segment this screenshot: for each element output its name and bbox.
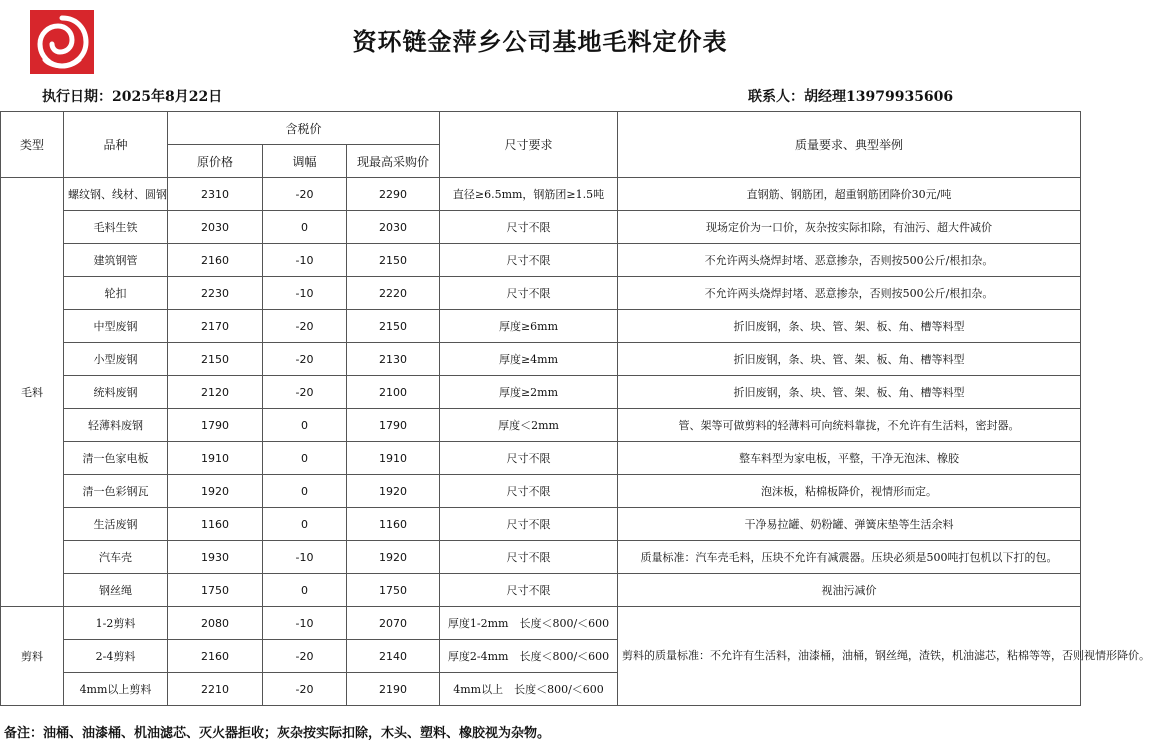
variety-cell: 统料废钢 <box>64 376 168 409</box>
variety-cell: 毛料生铁 <box>64 211 168 244</box>
size-cell: 厚度≥4mm <box>440 343 618 376</box>
size-cell: 厚度≥6mm <box>440 310 618 343</box>
size-cell: 厚度2-4mm 长度＜800/＜600 <box>440 640 618 673</box>
orig-price-cell: 2170 <box>168 310 263 343</box>
adjust-cell: -20 <box>263 673 347 706</box>
variety-cell: 建筑钢管 <box>64 244 168 277</box>
price-table-body <box>1 178 1150 706</box>
header-tax-included: 含税价 <box>168 112 440 145</box>
variety-cell: 生活废钢 <box>64 508 168 541</box>
quality-cell: 折旧废钢，条、块、管、架、板、角、槽等料型 <box>618 343 1081 376</box>
table-row <box>1 277 1081 310</box>
current-price-cell: 2150 <box>347 310 440 343</box>
quality-cell: 不允许两头烧焊封堵、恶意掺杂，否则按500公斤/根扣杂。 <box>618 277 1081 310</box>
price-table <box>0 111 1150 706</box>
header-type: 类型 <box>1 112 64 178</box>
current-price-cell: 2130 <box>347 343 440 376</box>
quality-cell: 直钢筋、钢筋团，超重钢筋团降价30元/吨 <box>618 178 1081 211</box>
orig-price-cell: 2120 <box>168 376 263 409</box>
size-cell: 厚度≥2mm <box>440 376 618 409</box>
quality-cell: 现场定价为一口价，灰杂按实际扣除，有油污、超大件减价 <box>618 211 1081 244</box>
adjust-cell: -20 <box>263 310 347 343</box>
adjust-cell: -10 <box>263 277 347 310</box>
footer-note: 备注：油桶、油漆桶、机油滤芯、灭火器拒收；灰杂按实际扣除，木头、塑料、橡胶视为杂物。 <box>4 726 551 741</box>
quality-cell: 质量标准：汽车壳毛料，压块不允许有减震器。压块必须是500吨打包机以下打的包。 <box>618 541 1081 574</box>
table-row <box>1 574 1081 607</box>
variety-cell: 清一色彩钢瓦 <box>64 475 168 508</box>
orig-price-cell: 1920 <box>168 475 263 508</box>
size-cell: 尺寸不限 <box>440 442 618 475</box>
quality-cell: 泡沫板，粘棉板降价，视情形而定。 <box>618 475 1081 508</box>
orig-price-cell: 2160 <box>168 640 263 673</box>
variety-cell: 小型废钢 <box>64 343 168 376</box>
quality-cell: 干净易拉罐、奶粉罐、弹簧床垫等生活余料 <box>618 508 1081 541</box>
variety-cell: 轮扣 <box>64 277 168 310</box>
header-quality: 质量要求、典型举例 <box>618 112 1081 178</box>
table-row <box>1 211 1081 244</box>
table-row <box>1 178 1081 211</box>
table-row <box>1 442 1081 475</box>
quality-cell: 管、架等可做剪料的轻薄料可向统料靠拢，不允许有生活料，密封器。 <box>618 409 1081 442</box>
quality-cell: 剪料的质量标准：不允许有生活料，油漆桶，油桶，钢丝绳，渣铁，机油滤芯，粘棉等等，否则视情形降价。 <box>618 607 1081 706</box>
header-adjust: 调幅 <box>263 145 347 178</box>
header-size: 尺寸要求 <box>440 112 618 178</box>
adjust-cell: 0 <box>263 574 347 607</box>
quality-cell: 折旧废钢，条、块、管、架、板、角、槽等料型 <box>618 310 1081 343</box>
size-cell: 尺寸不限 <box>440 211 618 244</box>
current-price-cell: 1160 <box>347 508 440 541</box>
orig-price-cell: 2310 <box>168 178 263 211</box>
current-price-cell: 1790 <box>347 409 440 442</box>
current-price-cell: 2190 <box>347 673 440 706</box>
adjust-cell: -20 <box>263 178 347 211</box>
table-row <box>1 343 1081 376</box>
variety-cell: 螺纹钢、线材、圆钢 <box>64 178 168 211</box>
current-price-cell: 2290 <box>347 178 440 211</box>
size-cell: 尺寸不限 <box>440 508 618 541</box>
adjust-cell: -10 <box>263 244 347 277</box>
contact-info: 联系人：胡经理13979935606 <box>748 89 954 105</box>
table-row <box>1 541 1081 574</box>
current-price-cell: 1750 <box>347 574 440 607</box>
quality-cell: 不允许两头烧焊封堵、恶意掺杂，否则按500公斤/根扣杂。 <box>618 244 1081 277</box>
header <box>0 0 1080 80</box>
adjust-cell: -10 <box>263 541 347 574</box>
table-row <box>1 376 1081 409</box>
variety-cell: 1-2剪料 <box>64 607 168 640</box>
size-cell: 尺寸不限 <box>440 541 618 574</box>
header-variety: 品种 <box>64 112 168 178</box>
adjust-cell: -20 <box>263 640 347 673</box>
orig-price-cell: 1750 <box>168 574 263 607</box>
variety-cell: 汽车壳 <box>64 541 168 574</box>
variety-cell: 轻薄料废钢 <box>64 409 168 442</box>
category-cell: 剪料 <box>1 607 64 706</box>
variety-cell: 清一色家电板 <box>64 442 168 475</box>
orig-price-cell: 1930 <box>168 541 263 574</box>
table-row <box>1 244 1081 277</box>
current-price-cell: 1920 <box>347 475 440 508</box>
execution-date: 执行日期：2025年8月22日 <box>42 89 223 105</box>
size-cell: 尺寸不限 <box>440 574 618 607</box>
size-cell: 尺寸不限 <box>440 475 618 508</box>
orig-price-cell: 2230 <box>168 277 263 310</box>
orig-price-cell: 2160 <box>168 244 263 277</box>
orig-price-cell: 2210 <box>168 673 263 706</box>
current-price-cell: 2220 <box>347 277 440 310</box>
page-title: 资环链金萍乡公司基地毛料定价表 <box>352 27 728 56</box>
current-price-cell: 2150 <box>347 244 440 277</box>
header-orig-price: 原价格 <box>168 145 263 178</box>
adjust-cell: 0 <box>263 475 347 508</box>
adjust-cell: -20 <box>263 343 347 376</box>
current-price-cell: 1910 <box>347 442 440 475</box>
quality-cell: 视油污减价 <box>618 574 1081 607</box>
size-cell: 4mm以上 长度＜800/＜600 <box>440 673 618 706</box>
variety-cell: 钢丝绳 <box>64 574 168 607</box>
orig-price-cell: 2080 <box>168 607 263 640</box>
size-cell: 厚度＜2mm <box>440 409 618 442</box>
current-price-cell: 2030 <box>347 211 440 244</box>
current-price-cell: 2070 <box>347 607 440 640</box>
adjust-cell: -20 <box>263 376 347 409</box>
table-row <box>1 508 1081 541</box>
size-cell: 直径≥6.5mm，钢筋团≥1.5吨 <box>440 178 618 211</box>
orig-price-cell: 1910 <box>168 442 263 475</box>
adjust-cell: 0 <box>263 409 347 442</box>
orig-price-cell: 2030 <box>168 211 263 244</box>
current-price-cell: 2100 <box>347 376 440 409</box>
category-cell: 毛料 <box>1 178 64 607</box>
table-row <box>1 310 1081 343</box>
adjust-cell: 0 <box>263 442 347 475</box>
size-cell: 尺寸不限 <box>440 244 618 277</box>
variety-cell: 2-4剪料 <box>64 640 168 673</box>
table-row <box>1 409 1081 442</box>
variety-cell: 中型废钢 <box>64 310 168 343</box>
adjust-cell: 0 <box>263 211 347 244</box>
current-price-cell: 1920 <box>347 541 440 574</box>
table-row <box>1 607 1081 640</box>
variety-cell: 4mm以上剪料 <box>64 673 168 706</box>
size-cell: 尺寸不限 <box>440 277 618 310</box>
table-row <box>1 475 1081 508</box>
header-current-max: 现最高采购价 <box>347 145 440 178</box>
quality-cell: 折旧废钢，条、块、管、架、板、角、槽等料型 <box>618 376 1081 409</box>
orig-price-cell: 2150 <box>168 343 263 376</box>
orig-price-cell: 1160 <box>168 508 263 541</box>
current-price-cell: 2140 <box>347 640 440 673</box>
adjust-cell: -10 <box>263 607 347 640</box>
size-cell: 厚度1-2mm 长度＜800/＜600 <box>440 607 618 640</box>
quality-cell: 整车料型为家电板，平整，干净无泡沫、橡胶 <box>618 442 1081 475</box>
orig-price-cell: 1790 <box>168 409 263 442</box>
adjust-cell: 0 <box>263 508 347 541</box>
